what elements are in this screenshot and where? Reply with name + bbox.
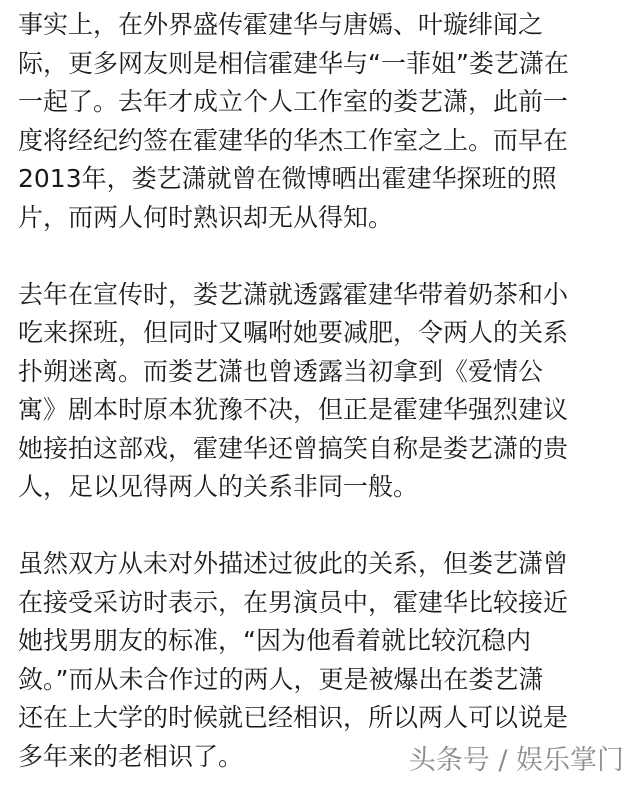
- text-line: 2013年，娄艺潇就曾在微博晒出霍建华探班的照: [18, 164, 557, 193]
- paragraph-spacer: [18, 237, 630, 276]
- text-line: 人，足以见得两人的关系非同一般。: [18, 472, 419, 501]
- paragraph-spacer: [18, 507, 630, 546]
- text-line: 事实上，在外界盛传霍建华与唐嫣、叶璇绯闻之: [18, 10, 544, 39]
- text-line: 去年在宣传时，娄艺潇就透露霍建华带着奶茶和小: [18, 279, 569, 309]
- text-line: 扑朔迷离。而娄艺潇也曾透露当初拿到《爱情公: [18, 356, 544, 386]
- text-line: 她接拍这部戏，霍建华还曾搞笑自称是娄艺潇的贵: [18, 433, 569, 463]
- watermark: 头条号 / 娱乐掌门: [408, 745, 624, 776]
- text-line: 多年来的老相识了。: [18, 741, 244, 771]
- paragraph-2: [18, 276, 630, 507]
- paragraph-1: [18, 6, 630, 237]
- text-line: 虽然双方从未对外描述过彼此的关系，但娄艺潇曾: [18, 549, 569, 578]
- text-line: 她找男朋友的标准，“因为他看着就比较沉稳内: [18, 626, 531, 655]
- text-line: 在接受采访时表示，在男演员中，霍建华比较接近: [18, 587, 569, 617]
- text-line: 吃来探班，但同时又嘱咐她要减肥，令两人的关系: [18, 318, 569, 347]
- text-line: 还在上大学的时候就已经相识，所以两人可以说是: [18, 703, 569, 732]
- text-line: 敛。”而从未合作过的两人，更是被爆出在娄艺潇: [18, 664, 544, 694]
- text-line: 度将经纪约签在霍建华的华杰工作室之上。而早在: [18, 125, 569, 155]
- text-line: 际，更多网友则是相信霍建华与“一菲姐”娄艺潇在: [18, 48, 569, 78]
- article-body: [18, 6, 630, 776]
- text-line: 寓》剧本时原本犹豫不决，但正是霍建华强烈建议: [18, 395, 569, 424]
- paragraph-3: [18, 545, 630, 776]
- text-line: 一起了。去年才成立个人工作室的娄艺潇，此前一: [18, 87, 569, 116]
- text-line: 片，而两人何时熟识却无从得知。: [18, 202, 394, 232]
